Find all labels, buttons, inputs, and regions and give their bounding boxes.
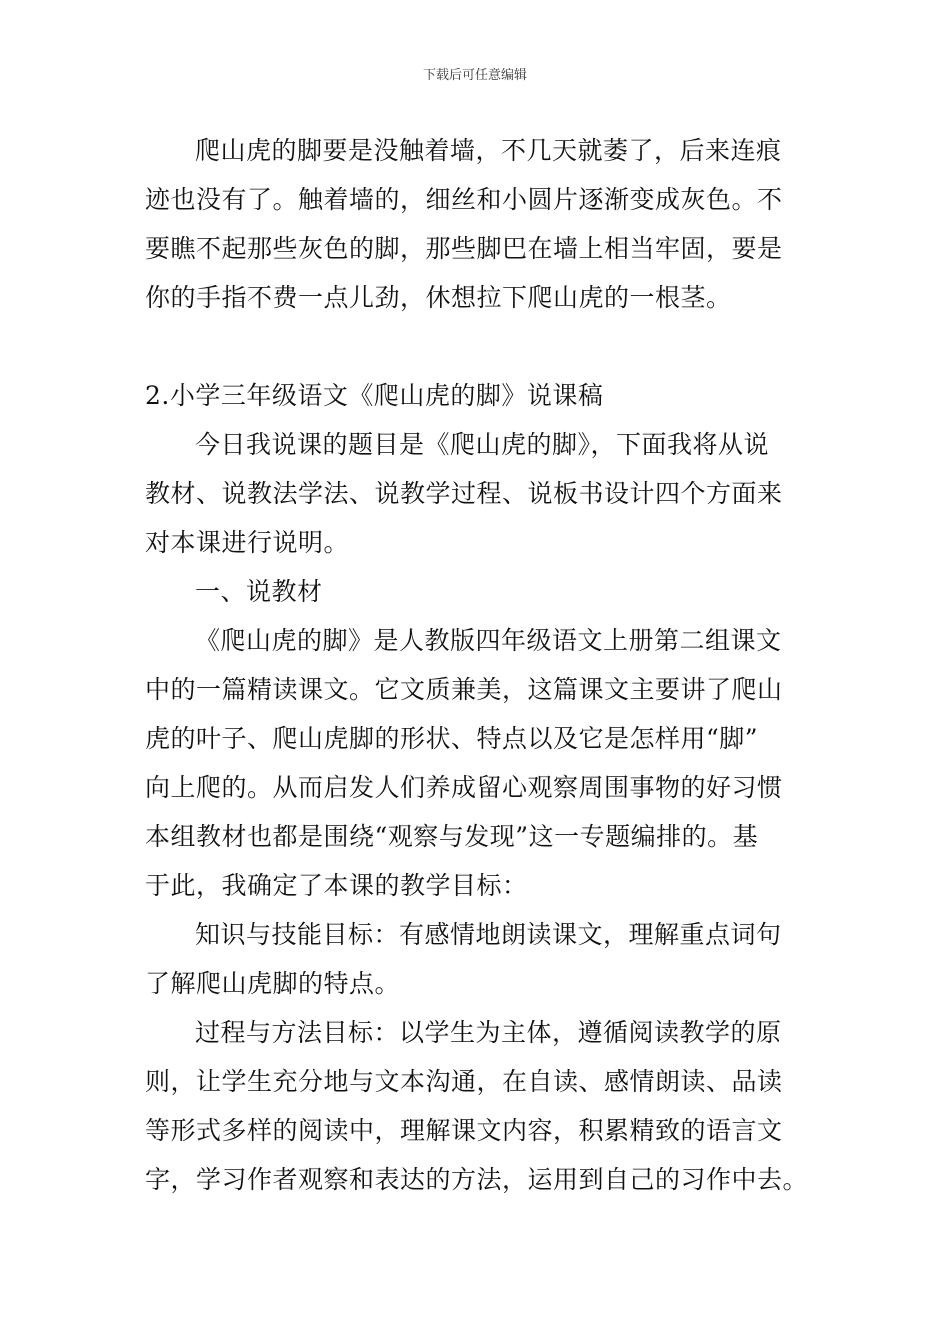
paragraph-line: 于此，我确定了本课的教学目标： [145,871,528,900]
subsection-heading: 一、说教材 [195,577,323,606]
section-heading: 2.小学三年级语文《爬山虎的脚》说课稿 [145,381,604,410]
paragraph-line: 字，学习作者观察和表达的方法，运用到自己的习作中去。 [145,1165,809,1194]
page-header: 下载后可任意编辑 [422,68,527,83]
paragraph-line: 今日我说课的题目是《爬山虎的脚》，下面我将从说 [195,430,770,459]
paragraph-line: 迹也没有了。触着墙的，细丝和小圆片逐渐变成灰色。不 [145,185,783,214]
paragraph-line: 则，让学生充分地与文本沟通，在自读、感情朗读、品读 [145,1067,783,1096]
paragraph-line: 本组教材也都是围绕“观察与发现”这一专题编排的。基 [145,822,759,851]
paragraph-line: 要瞧不起那些灰色的脚，那些脚巴在墙上相当牢固，要是 [145,234,783,263]
paragraph-line: 中的一篇精读课文。它文质兼美，这篇课文主要讲了爬山 [145,675,783,704]
paragraph-line: 等形式多样的阅读中，理解课文内容，积累精致的语言文 [145,1116,783,1145]
spacer [145,322,810,371]
paragraph-line: 爬山虎的脚要是没触着墙，不几天就萎了，后来连痕 [195,136,782,165]
paragraph-line: 你的手指不费一点儿劲，休想拉下爬山虎的一根茎。 [145,283,732,312]
paragraph-line: 虎的叶子、爬山虎脚的形状、特点以及它是怎样用“脚” [145,724,759,753]
paragraph-line: 教材、说教法学法、说教学过程、说板书设计四个方面来 [145,479,783,508]
paragraph-line: 了解爬山虎脚的特点。 [145,969,401,998]
document-body [145,126,810,1204]
paragraph-line: 向上爬的。从而启发人们养成留心观察周围事物的好习惯 [145,773,783,802]
paragraph-line: 过程与方法目标：以学生为主体，遵循阅读教学的原 [195,1018,782,1047]
paragraph-line: 《爬山虎的脚》是人教版四年级语文上册第二组课文 [195,626,782,655]
paragraph-line: 对本课进行说明。 [145,528,350,557]
paragraph-line: 知识与技能目标：有感情地朗读课文，理解重点词句 [195,920,782,949]
